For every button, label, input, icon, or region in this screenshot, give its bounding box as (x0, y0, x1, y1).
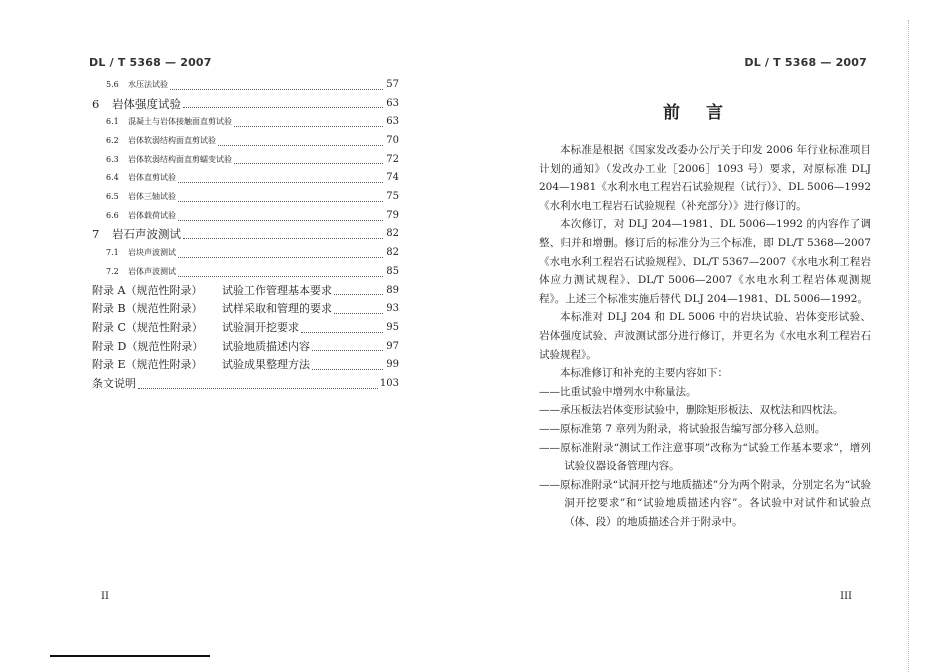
toc-dot-leader (312, 350, 383, 351)
toc-entry[interactable] (92, 169, 399, 188)
toc-entry-number: 7 (92, 227, 100, 242)
toc-entry-page: 97 (386, 340, 399, 352)
toc-entry-number: 附录 A（规范性附录） (92, 283, 203, 297)
toc-entry-title: 岩体三轴试验 (128, 192, 176, 202)
toc-entry[interactable] (92, 188, 399, 207)
toc-entry-page: 70 (386, 135, 399, 147)
toc-entry-number: 附录 B（规范性附录） (92, 302, 203, 316)
toc-entry-title: 试样采取和管理的要求 (222, 302, 332, 316)
toc-entry[interactable] (92, 226, 399, 245)
table-of-contents (92, 76, 399, 394)
toc-entry-page: 63 (386, 97, 399, 109)
toc-dot-leader (178, 201, 383, 202)
toc-entry-page: 82 (386, 228, 399, 240)
foreword-paragraph: 本标准是根据《国家发改委办公厅关于印发 2006 年行业标准项目计划的通知》（发改办工业［2006］1093 号）要求，对原标准 DLJ 204—1981《水利水电工程岩石试验规程（试行）》、DL 5006—1992《水利水电工程岩石试验规程（补充部分）》进行修订的。 (539, 144, 871, 212)
toc-entry-page: 103 (379, 377, 399, 389)
toc-entry[interactable] (92, 300, 399, 319)
toc-entry-page: 72 (386, 153, 399, 165)
toc-entry[interactable] (92, 207, 399, 226)
toc-entry[interactable] (92, 244, 399, 263)
toc-dot-leader (178, 220, 383, 221)
left-standard-code: DL / T 5368 — 2007 (89, 56, 212, 69)
toc-entry[interactable] (92, 151, 399, 170)
toc-entry-title: 岩体载荷试验 (128, 210, 176, 220)
foreword-list-item: ——比重试验中增列水中称量法。 (539, 385, 697, 398)
foreword-title: 前言 (663, 103, 749, 123)
right-standard-code: DL / T 5368 — 2007 (744, 56, 867, 69)
toc-entry-title: 试验洞开挖要求 (222, 320, 299, 334)
toc-entry-page: 93 (386, 303, 399, 315)
toc-entry-page: 82 (386, 247, 399, 259)
foreword-list-item: ——承压板法岩体变形试验中，删除矩形板法、双枕法和四枕法。 (539, 404, 844, 417)
toc-entry-title: 水压法试验 (128, 79, 168, 89)
toc-entry-page: 75 (386, 191, 399, 203)
toc-dot-leader (183, 107, 383, 108)
toc-entry-title: 岩体软弱结构面直剪蠕变试验 (128, 154, 232, 164)
toc-dot-leader (178, 182, 383, 183)
toc-dot-leader (234, 163, 383, 164)
toc-entry-title: 岩体强度试验 (112, 96, 181, 111)
toc-dot-leader (178, 276, 383, 277)
toc-entry-number: 6 (92, 96, 100, 111)
toc-entry-number: 6.5 (106, 192, 119, 202)
toc-entry-title: 岩体声波测试 (128, 266, 176, 276)
toc-entry-page: 89 (386, 284, 399, 296)
toc-entry-number: 5.6 (106, 79, 119, 89)
toc-entry[interactable] (92, 338, 399, 357)
page-spine-divider (908, 20, 910, 672)
toc-entry-title: 岩体软弱结构面直剪试验 (128, 136, 216, 146)
toc-entry-number: 6.1 (106, 117, 119, 127)
toc-entry[interactable] (92, 132, 399, 151)
toc-entry-title: 试验工作管理基本要求 (222, 283, 332, 297)
toc-entry-number: 7.2 (106, 266, 119, 276)
toc-dot-leader (178, 257, 383, 258)
toc-dot-leader (334, 313, 383, 314)
toc-dot-leader (312, 369, 383, 370)
left-page-number: II (101, 591, 109, 602)
toc-entry-title: 岩石声波测试 (112, 227, 181, 242)
toc-entry[interactable] (92, 356, 399, 375)
toc-entry[interactable] (92, 375, 399, 394)
foreword-paragraph: 本标准对 DLJ 204 和 DL 5006 中的岩块试验、岩体变形试验、岩体强度试验、声波测试部分进行修订，并更名为《水电水利工程岩石试验规程》。 (539, 311, 871, 361)
toc-entry-number: 7.1 (106, 248, 119, 258)
toc-entry-number: 附录 D（规范性附录） (92, 339, 204, 353)
toc-entry-page: 63 (386, 116, 399, 128)
toc-dot-leader (138, 388, 378, 389)
toc-entry-number: 6.2 (106, 136, 119, 146)
foreword-list-item: ——原标准第 7 章列为附录，将试验报告编写部分移入总则。 (539, 422, 826, 435)
toc-entry[interactable] (92, 319, 399, 338)
toc-dot-leader (183, 238, 383, 239)
toc-entry-number: 6.6 (106, 210, 119, 220)
right-page-number: III (840, 591, 852, 602)
toc-entry-title: 岩体直剪试验 (128, 173, 176, 183)
toc-dot-leader (170, 89, 383, 90)
toc-dot-leader (301, 332, 383, 333)
toc-entry-page: 57 (386, 78, 399, 90)
toc-entry[interactable] (92, 95, 399, 114)
toc-entry-page: 95 (386, 321, 399, 333)
toc-entry-title: 混凝土与岩体接触面直剪试验 (128, 117, 232, 127)
toc-entry-page: 74 (386, 172, 399, 184)
toc-entry-number: 附录 C（规范性附录） (92, 320, 203, 334)
toc-entry-number: 附录 E（规范性附录） (92, 358, 203, 372)
toc-entry-page: 99 (386, 359, 399, 371)
toc-entry-number: 6.4 (106, 173, 119, 183)
toc-entry-page: 85 (386, 265, 399, 277)
toc-entry-number: 6.3 (106, 154, 119, 164)
toc-entry[interactable] (92, 263, 399, 282)
toc-dot-leader (218, 145, 383, 146)
toc-entry-title: 试验成果整理方法 (222, 358, 310, 372)
toc-entry[interactable] (92, 282, 399, 301)
toc-entry-page: 79 (386, 209, 399, 221)
foreword-list-item: ——原标准附录“测试工作注意事项”改称为“试验工作基本要求”，增列试验仪器设备管理内容。 (539, 441, 871, 473)
toc-entry[interactable] (92, 113, 399, 132)
foreword-paragraph: 本次修订，对 DLJ 204—1981、DL 5006—1992 的内容作了调整、归并和增删。修订后的标准分为三个标准，即 DL/T 5368—2007《水电水利工程岩石试验规程》、DL/T 5367—2007《水电水利工程岩体应力测试规程》、DL/T 5006—2007《水电水利工程岩体观测规程》。上述三个标准实施后替代 DLJ 204—1981、DL 5006—1992。 (539, 218, 871, 305)
foreword-list-item: ——原标准附录“试洞开挖与地质描述”分为两个附录，分别定名为“试验洞开挖要求”和“试验地质描述内容”。各试验中对试件和试验点（体、段）的地质描述合并于附录中。 (539, 478, 871, 528)
toc-entry-title: 岩块声波测试 (128, 248, 176, 258)
toc-dot-leader (334, 294, 383, 295)
toc-dot-leader (234, 126, 383, 127)
scan-artifact-line (50, 655, 210, 657)
toc-entry[interactable] (92, 76, 399, 95)
foreword-body (539, 141, 871, 531)
toc-entry-title: 试验地质描述内容 (222, 339, 310, 353)
toc-entry-title: 条文说明 (92, 376, 136, 390)
foreword-paragraph: 本标准修订和补充的主要内容如下： (560, 367, 728, 380)
